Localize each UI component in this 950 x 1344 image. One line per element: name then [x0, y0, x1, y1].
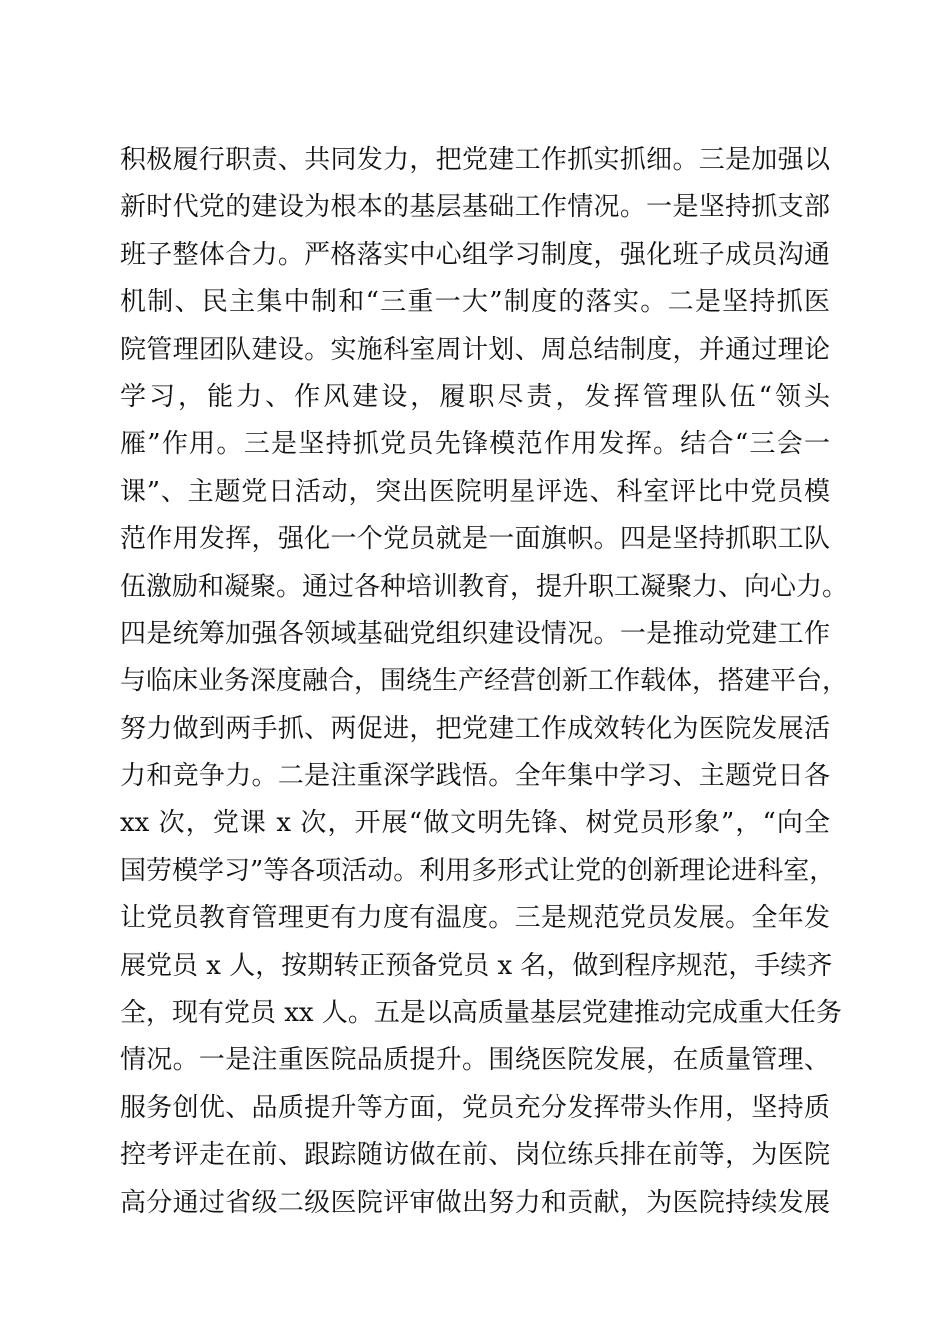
text-line: 情况。一是注重医院品质提升。围绕医院发展，在质量管理、	[120, 1045, 830, 1076]
text-line: 积极履行职责、共同发力，把党建工作抓实抓细。三是加强以	[120, 145, 830, 175]
text-line: 四是统筹加强各领域基础党组织建设情况。一是推动党建工作	[120, 618, 830, 649]
text-line: 与临床业务深度融合，围绕生产经营创新工作载体，搭建平台，	[120, 666, 849, 697]
text-line: 努力做到两手抓、两促进，把党建工作成效转化为医院发展活	[120, 713, 830, 744]
text-line: 新时代党的建设为根本的基层基础工作情况。一是坚持抓支部	[120, 192, 830, 223]
text-line: 国劳模学习”等各项活动。利用多形式让党的创新理论进科室，	[120, 855, 836, 886]
text-line: 全，现有党员 xx 人。五是以高质量基层党建推动完成重大任务	[120, 998, 842, 1029]
body-text	[120, 137, 849, 1227]
text-line: 机制、民主集中制和“三重一大”制度的落实。二是坚持抓医	[120, 287, 830, 318]
text-line: 力和竞争力。二是注重深学践悟。全年集中学习、主题党日各	[120, 761, 830, 792]
text-line: 服务创优、品质提升等方面，党员充分发挥带头作用，坚持质	[120, 1092, 830, 1123]
text-line: 雁”作用。三是坚持抓党员先锋模范作用发挥。结合“三会一	[120, 429, 830, 460]
text-line: 伍激励和凝聚。通过各种培训教育，提升职工凝聚力、向心力。	[120, 571, 849, 602]
text-line: 高分通过省级二级医院评审做出努力和贡献，为医院持续发展	[120, 1187, 830, 1218]
text-line: 院管理团队建设。实施科室周计划、周总结制度，并通过理论	[120, 334, 830, 365]
text-line: 班子整体合力。严格落实中心组学习制度，强化班子成员沟通	[120, 239, 830, 270]
text-line: 让党员教育管理更有力度有温度。三是规范党员发展。全年发	[120, 903, 830, 934]
text-line: 学习，能力、作风建设，履职尽责，发挥管理队伍“领头	[120, 381, 830, 412]
text-line: 课”、主题党日活动，突出医院明星评选、科室评比中党员模	[120, 476, 830, 507]
text-line: 范作用发挥，强化一个党员就是一面旗帜。四是坚持抓职工队	[120, 524, 830, 555]
text-line: 控考评走在前、跟踪随访做在前、岗位练兵排在前等，为医院	[120, 1140, 830, 1171]
text-line: 展党员 x 人，按期转正预备党员 x 名，做到程序规范，手续齐	[120, 950, 833, 981]
text-line: xx 次，党课 x 次，开展“做文明先锋、树党员形象”，“向全	[120, 808, 830, 839]
